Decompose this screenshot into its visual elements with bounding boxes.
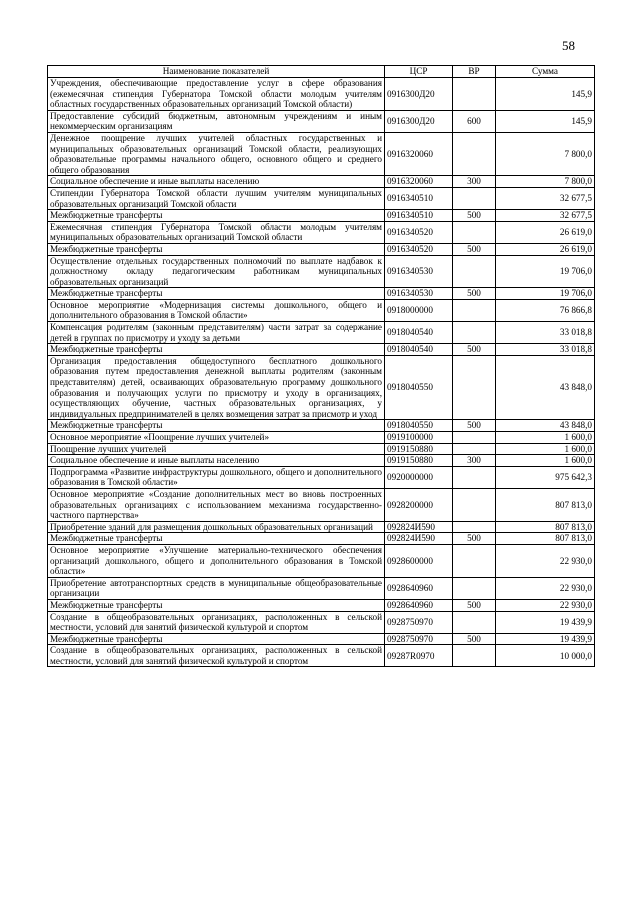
cell-vr xyxy=(453,355,496,420)
cell-csr: 0918040540 xyxy=(385,322,453,344)
cell-name: Поощрение лучших учителей xyxy=(48,443,385,455)
cell-sum: 1 600,0 xyxy=(496,455,595,467)
cell-name: Создание в общеобразовательных организациях, расположенных в сельской местности, условий для занятий физической культурой и спортом xyxy=(48,611,385,633)
cell-name: Компенсация родителям (законным представителям) части затрат за содержание детей в группах по присмотру и уходу за детьми xyxy=(48,322,385,344)
cell-name: Основное мероприятие «Модернизация системы дошкольного, общего и дополнительного образования в Томской области» xyxy=(48,299,385,321)
cell-name: Денежное поощрение лучших учителей областных государственных и муниципальных образовательных организаций Томской области, реализующих образовательные программы начального общего, основного общего и среднего общего образования xyxy=(48,132,385,175)
cell-sum: 26 619,0 xyxy=(496,243,595,255)
header-name: Наименование показателей xyxy=(48,66,385,78)
cell-vr xyxy=(453,187,496,209)
cell-sum: 807 813,0 xyxy=(496,533,595,545)
cell-sum: 19 706,0 xyxy=(496,288,595,300)
cell-vr: 500 xyxy=(453,599,496,611)
cell-sum: 32 677,5 xyxy=(496,187,595,209)
cell-csr: 09287R0970 xyxy=(385,645,453,667)
cell-sum: 807 813,0 xyxy=(496,521,595,533)
cell-csr: 0928640960 xyxy=(385,577,453,599)
header-row xyxy=(48,66,595,78)
cell-name: Межбюджетные трансферты xyxy=(48,344,385,356)
cell-csr: 0918040550 xyxy=(385,355,453,420)
cell-sum: 26 619,0 xyxy=(496,221,595,243)
cell-name: Социальное обеспечение и иные выплаты населению xyxy=(48,455,385,467)
header-csr: ЦСР xyxy=(385,66,453,78)
table-row xyxy=(48,132,595,175)
cell-csr: 0916320060 xyxy=(385,176,453,188)
table-row xyxy=(48,488,595,521)
cell-name: Создание в общеобразовательных организациях, расположенных в сельской местности, условий для занятий физической культурой и спортом xyxy=(48,645,385,667)
cell-sum: 975 642,3 xyxy=(496,466,595,488)
cell-name: Учреждения, обеспечивающие предоставление услуг в сфере образования (ежемесячная стипендия Губернатора Томской области молодым учителям областных государственных образовательных организаций Томской области) xyxy=(48,78,385,111)
cell-vr xyxy=(453,544,496,577)
cell-sum: 43 848,0 xyxy=(496,420,595,432)
cell-sum: 145,9 xyxy=(496,110,595,132)
header-sum: Сумма xyxy=(496,66,595,78)
page-number: 58 xyxy=(562,38,575,53)
cell-vr xyxy=(453,299,496,321)
cell-name: Основное мероприятие «Улучшение материально-технического обеспечения организаций дошкольного, общего и дополнительного образования в Томской области» xyxy=(48,544,385,577)
cell-name: Предоставление субсидий бюджетным, автономным учреждениям и иным некоммерческим организациям xyxy=(48,110,385,132)
table-row xyxy=(48,645,595,667)
cell-name: Ежемесячная стипендия Губернатора Томской области молодым учителям муниципальных образовательных организаций Томской области xyxy=(48,221,385,243)
table-row xyxy=(48,221,595,243)
table-row xyxy=(48,355,595,420)
cell-vr xyxy=(453,432,496,444)
table-row xyxy=(48,344,595,356)
cell-vr: 300 xyxy=(453,455,496,467)
budget-table xyxy=(47,65,595,667)
cell-vr: 300 xyxy=(453,176,496,188)
table-row xyxy=(48,432,595,444)
cell-csr: 0916340510 xyxy=(385,187,453,209)
cell-name: Социальное обеспечение и иные выплаты населению xyxy=(48,176,385,188)
cell-sum: 22 930,0 xyxy=(496,577,595,599)
header-vr: ВР xyxy=(453,66,496,78)
table-row xyxy=(48,420,595,432)
table-row xyxy=(48,611,595,633)
cell-sum: 7 800,0 xyxy=(496,176,595,188)
table-row xyxy=(48,577,595,599)
cell-csr: 0928640960 xyxy=(385,599,453,611)
cell-vr: 500 xyxy=(453,288,496,300)
cell-sum: 22 930,0 xyxy=(496,544,595,577)
cell-vr xyxy=(453,132,496,175)
cell-sum: 19 439,9 xyxy=(496,611,595,633)
cell-sum: 33 018,8 xyxy=(496,322,595,344)
cell-name: Организация предоставления общедоступного бесплатного дошкольного образования путем предоставления денежной выплаты родителям (законным представителям) детей, осваивающих образовательную программу дошкольного образования и получающих услуги по присмотру и уходу в организациях, осуществляющих обучение, частных образовательных организациях, у индивидуальных предпринимателей в целях возмещения затрат за присмотр и уход xyxy=(48,355,385,420)
table-row xyxy=(48,288,595,300)
table-row xyxy=(48,533,595,545)
cell-csr: 0918040550 xyxy=(385,420,453,432)
table-row xyxy=(48,210,595,222)
cell-vr: 500 xyxy=(453,210,496,222)
cell-vr xyxy=(453,443,496,455)
cell-csr: 092824И590 xyxy=(385,533,453,545)
cell-name: Межбюджетные трансферты xyxy=(48,599,385,611)
cell-csr: 0916300Д20 xyxy=(385,78,453,111)
cell-sum: 22 930,0 xyxy=(496,599,595,611)
cell-sum: 7 800,0 xyxy=(496,132,595,175)
cell-csr: 0928200000 xyxy=(385,488,453,521)
table-row xyxy=(48,255,595,288)
cell-vr xyxy=(453,322,496,344)
table-row xyxy=(48,521,595,533)
cell-name: Межбюджетные трансферты xyxy=(48,210,385,222)
table-row xyxy=(48,544,595,577)
cell-csr: 0916340510 xyxy=(385,210,453,222)
cell-vr: 500 xyxy=(453,533,496,545)
cell-csr: 0916340530 xyxy=(385,255,453,288)
cell-sum: 1 600,0 xyxy=(496,432,595,444)
table-header xyxy=(48,66,595,78)
table-row xyxy=(48,78,595,111)
table-row xyxy=(48,322,595,344)
cell-csr: 0916300Д20 xyxy=(385,110,453,132)
cell-csr: 0918040540 xyxy=(385,344,453,356)
cell-vr xyxy=(453,466,496,488)
table-row xyxy=(48,176,595,188)
table-row xyxy=(48,443,595,455)
cell-vr xyxy=(453,521,496,533)
cell-csr: 0916320060 xyxy=(385,132,453,175)
cell-vr xyxy=(453,488,496,521)
cell-name: Приобретение зданий для размещения дошкольных образовательных организаций xyxy=(48,521,385,533)
cell-name: Подпрограмма «Развитие инфраструктуры дошкольного, общего и дополнительного образования в Томской области» xyxy=(48,466,385,488)
cell-name: Межбюджетные трансферты xyxy=(48,533,385,545)
table-row xyxy=(48,299,595,321)
table-row xyxy=(48,110,595,132)
table-row xyxy=(48,633,595,645)
cell-name: Межбюджетные трансферты xyxy=(48,633,385,645)
cell-name: Межбюджетные трансферты xyxy=(48,288,385,300)
table-row xyxy=(48,187,595,209)
cell-sum: 33 018,8 xyxy=(496,344,595,356)
cell-vr xyxy=(453,611,496,633)
cell-csr: 0919150880 xyxy=(385,455,453,467)
cell-csr: 0918000000 xyxy=(385,299,453,321)
cell-name: Межбюджетные трансферты xyxy=(48,420,385,432)
cell-name: Стипендии Губернатора Томской области лучшим учителям муниципальных образовательных организаций Томской области xyxy=(48,187,385,209)
cell-name: Осуществление отдельных государственных полномочий по выплате надбавок к должностному окладу педагогическим работникам муниципальных образовательных организаций xyxy=(48,255,385,288)
cell-sum: 807 813,0 xyxy=(496,488,595,521)
cell-vr: 500 xyxy=(453,243,496,255)
cell-csr: 0916340530 xyxy=(385,288,453,300)
cell-csr: 0919150880 xyxy=(385,443,453,455)
cell-csr: 0928750970 xyxy=(385,633,453,645)
cell-sum: 32 677,5 xyxy=(496,210,595,222)
cell-vr xyxy=(453,577,496,599)
cell-csr: 0920000000 xyxy=(385,466,453,488)
table-row xyxy=(48,466,595,488)
cell-vr xyxy=(453,221,496,243)
cell-csr: 0928600000 xyxy=(385,544,453,577)
cell-vr: 500 xyxy=(453,344,496,356)
cell-csr: 0919100000 xyxy=(385,432,453,444)
table-row xyxy=(48,455,595,467)
cell-name: Межбюджетные трансферты xyxy=(48,243,385,255)
cell-vr: 600 xyxy=(453,110,496,132)
cell-csr: 0928750970 xyxy=(385,611,453,633)
cell-name: Основное мероприятие «Поощрение лучших учителей» xyxy=(48,432,385,444)
cell-vr: 500 xyxy=(453,420,496,432)
table-body xyxy=(48,78,595,667)
cell-csr: 0916340520 xyxy=(385,243,453,255)
cell-vr xyxy=(453,645,496,667)
cell-name: Приобретение автотранспортных средств в муниципальные общеобразовательные организации xyxy=(48,577,385,599)
cell-csr: 0916340520 xyxy=(385,221,453,243)
cell-sum: 1 600,0 xyxy=(496,443,595,455)
cell-sum: 76 866,8 xyxy=(496,299,595,321)
cell-sum: 19 706,0 xyxy=(496,255,595,288)
cell-sum: 43 848,0 xyxy=(496,355,595,420)
cell-name: Основное мероприятие «Создание дополнительных мест во вновь построенных образовательных организациях с использованием механизма государственно-частного партнерства» xyxy=(48,488,385,521)
table-row xyxy=(48,599,595,611)
cell-csr: 092824И590 xyxy=(385,521,453,533)
cell-vr xyxy=(453,78,496,111)
cell-sum: 10 000,0 xyxy=(496,645,595,667)
cell-vr xyxy=(453,255,496,288)
cell-sum: 145,9 xyxy=(496,78,595,111)
cell-vr: 500 xyxy=(453,633,496,645)
cell-sum: 19 439,9 xyxy=(496,633,595,645)
table-row xyxy=(48,243,595,255)
